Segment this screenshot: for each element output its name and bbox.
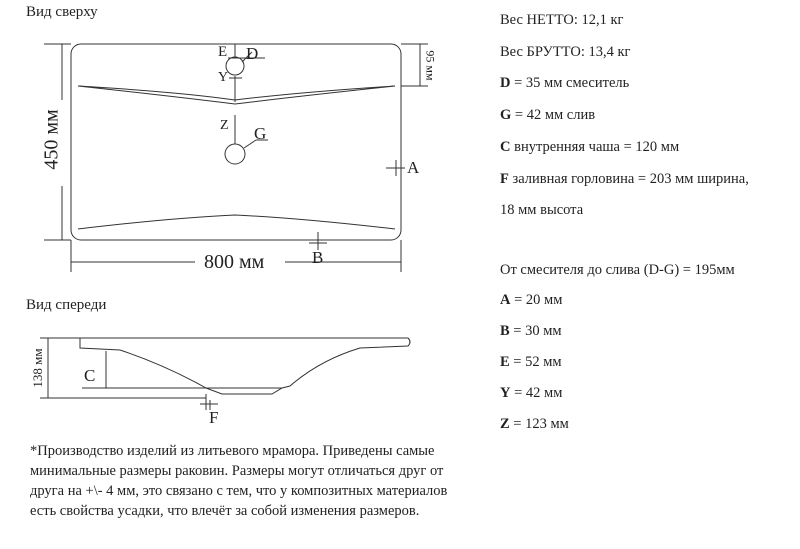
label-b: B xyxy=(312,248,324,267)
spec-line xyxy=(500,202,583,219)
dim-138: 138 мм xyxy=(30,348,45,388)
label-d: D xyxy=(246,44,259,63)
label-e: E xyxy=(218,44,228,60)
spec-key: Y xyxy=(500,385,511,401)
spec-text: заливная горловина = 203 мм ширина, xyxy=(508,171,749,187)
spec-text: От смесителя до слива (D-G) = 195мм xyxy=(500,262,735,278)
spec-text: = 35 мм смеситель xyxy=(510,75,630,91)
footnote: *Производство изделий из литьевого мрамора. Приведены самые минимальные размеры раковин. Размеры могут отличаться друг от друга на +\- 4 мм, это связано с тем, что у композитных материалов есть свойства усадки, что влечёт за собой изменения размеров. xyxy=(30,443,448,519)
spec-key: D xyxy=(500,75,511,91)
spec-text: = 42 мм xyxy=(510,385,563,401)
spec-text: = 30 мм xyxy=(509,323,562,339)
front-view-outline xyxy=(80,338,410,394)
faucet-hole xyxy=(226,57,244,75)
spec-line xyxy=(500,171,749,188)
front-view-title: Вид спереди xyxy=(26,297,107,313)
top-view-title: Вид сверху xyxy=(26,4,98,20)
spec-text: 18 мм высота xyxy=(500,202,584,218)
spec-line xyxy=(500,292,562,309)
spec-text: = 123 мм xyxy=(509,416,569,432)
spec-text: Вес БРУТТО: 13,4 кг xyxy=(500,44,631,60)
dim-width: 800 мм xyxy=(204,251,265,273)
spec-text: = 52 мм xyxy=(509,354,562,370)
spec-key: B xyxy=(500,323,510,339)
spec-line xyxy=(500,262,735,279)
spec-line xyxy=(500,416,569,433)
label-c: C xyxy=(84,366,96,385)
spec-text: Вес НЕТТО: 12,1 кг xyxy=(500,12,624,28)
spec-key: Z xyxy=(500,416,510,432)
spec-text: = 42 мм слив xyxy=(511,107,596,123)
spec-line xyxy=(500,107,595,124)
spec-text: внутренняя чаша = 120 мм xyxy=(510,139,680,155)
dim-height: 450 мм xyxy=(40,109,63,170)
dim-95: 95 мм xyxy=(423,50,438,81)
spec-key: G xyxy=(500,107,512,123)
spec-text: = 20 мм xyxy=(510,292,563,308)
spec-line xyxy=(500,354,562,371)
spec-line xyxy=(500,75,629,92)
label-z: Z xyxy=(220,118,229,133)
spec-line xyxy=(500,323,562,340)
spec-key: F xyxy=(500,171,509,187)
spec-key: C xyxy=(500,139,511,155)
spec-line xyxy=(500,44,630,61)
label-f: F xyxy=(209,408,219,427)
spec-line xyxy=(500,385,562,402)
label-a: A xyxy=(407,158,420,177)
spec-key: A xyxy=(500,292,511,308)
spec-key: E xyxy=(500,354,510,370)
spec-line xyxy=(500,12,624,29)
bowl-front-curve xyxy=(78,215,395,229)
label-y: Y xyxy=(218,70,229,85)
drain-hole xyxy=(225,144,245,164)
label-g: G xyxy=(254,124,267,143)
bowl-back-curve xyxy=(78,86,395,104)
top-view-outline xyxy=(71,44,401,240)
spec-line xyxy=(500,139,679,156)
